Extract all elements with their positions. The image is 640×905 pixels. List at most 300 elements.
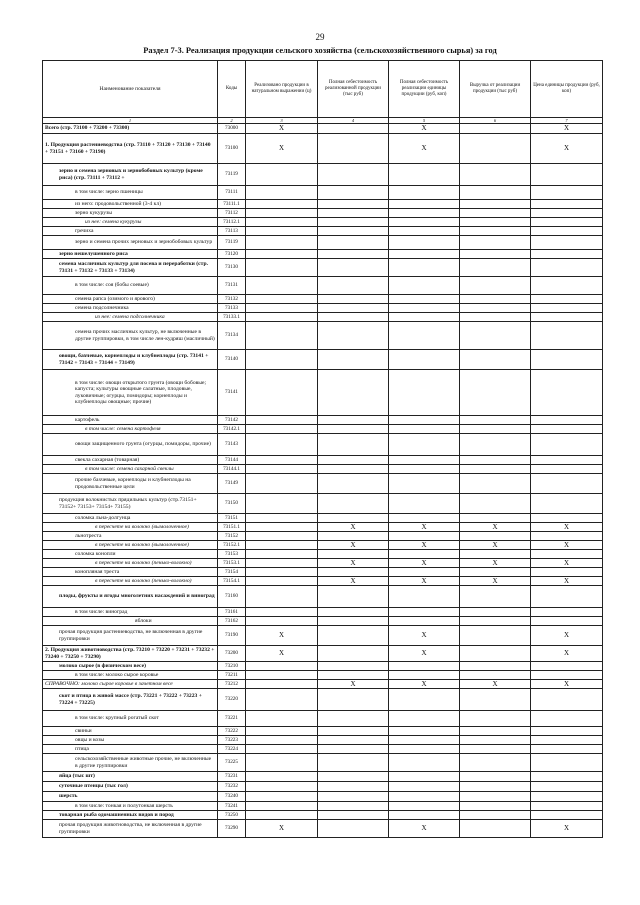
value-cell[interactable]: X bbox=[318, 541, 389, 550]
value-cell[interactable]: X bbox=[531, 626, 603, 646]
value-cell[interactable] bbox=[531, 295, 603, 304]
value-cell[interactable] bbox=[389, 474, 460, 494]
value-cell[interactable] bbox=[389, 209, 460, 218]
value-cell[interactable] bbox=[389, 236, 460, 250]
value-cell[interactable]: X bbox=[460, 541, 531, 550]
value-cell[interactable] bbox=[318, 772, 389, 782]
value-cell[interactable]: X bbox=[246, 134, 318, 164]
value-cell[interactable]: X bbox=[318, 523, 389, 532]
value-cell[interactable] bbox=[531, 434, 603, 456]
table-row bbox=[43, 541, 603, 550]
value-cell[interactable] bbox=[318, 608, 389, 617]
value-cell[interactable] bbox=[318, 295, 389, 304]
value-cell[interactable] bbox=[460, 227, 531, 236]
value-cell[interactable] bbox=[531, 313, 603, 322]
value-cell[interactable] bbox=[246, 736, 318, 745]
value-cell[interactable]: X bbox=[531, 541, 603, 550]
value-cell[interactable] bbox=[460, 474, 531, 494]
value-cell[interactable] bbox=[246, 465, 318, 474]
value-cell[interactable] bbox=[531, 304, 603, 313]
value-cell[interactable] bbox=[460, 745, 531, 754]
value-cell[interactable] bbox=[246, 792, 318, 802]
value-cell[interactable]: X bbox=[531, 124, 603, 134]
value-cell[interactable] bbox=[246, 425, 318, 434]
value-cell[interactable] bbox=[246, 662, 318, 671]
value-cell[interactable] bbox=[531, 164, 603, 186]
value-cell[interactable] bbox=[460, 568, 531, 577]
value-cell[interactable]: X bbox=[389, 680, 460, 689]
value-cell[interactable] bbox=[318, 745, 389, 754]
value-cell[interactable]: X bbox=[389, 541, 460, 550]
value-cell[interactable] bbox=[318, 532, 389, 541]
value-cell[interactable] bbox=[246, 811, 318, 820]
value-cell[interactable]: X bbox=[531, 134, 603, 164]
value-cell[interactable] bbox=[389, 425, 460, 434]
value-cell[interactable] bbox=[460, 617, 531, 626]
value-cell[interactable] bbox=[318, 626, 389, 646]
value-cell[interactable] bbox=[460, 164, 531, 186]
value-cell[interactable] bbox=[460, 727, 531, 736]
value-cell[interactable] bbox=[246, 259, 318, 277]
value-cell[interactable] bbox=[389, 811, 460, 820]
value-cell[interactable] bbox=[246, 250, 318, 259]
value-cell[interactable] bbox=[246, 689, 318, 711]
value-cell[interactable] bbox=[318, 164, 389, 186]
value-cell[interactable] bbox=[460, 689, 531, 711]
value-cell[interactable] bbox=[389, 295, 460, 304]
value-cell[interactable] bbox=[389, 313, 460, 322]
value-cell[interactable] bbox=[531, 550, 603, 559]
value-cell[interactable] bbox=[246, 523, 318, 532]
value-cell[interactable]: X bbox=[246, 820, 318, 838]
value-cell[interactable] bbox=[389, 745, 460, 754]
value-cell[interactable] bbox=[531, 727, 603, 736]
value-cell[interactable]: X bbox=[318, 680, 389, 689]
value-cell[interactable] bbox=[460, 792, 531, 802]
value-cell[interactable] bbox=[460, 514, 531, 523]
code-cell: 73131 bbox=[218, 277, 246, 295]
value-cell[interactable] bbox=[246, 772, 318, 782]
value-cell[interactable] bbox=[246, 680, 318, 689]
value-cell[interactable] bbox=[389, 416, 460, 425]
value-cell[interactable] bbox=[531, 772, 603, 782]
table-row bbox=[43, 218, 603, 227]
value-cell[interactable] bbox=[318, 416, 389, 425]
value-cell[interactable] bbox=[531, 811, 603, 820]
value-cell[interactable] bbox=[531, 465, 603, 474]
value-cell[interactable]: X bbox=[460, 680, 531, 689]
value-cell[interactable] bbox=[318, 227, 389, 236]
value-cell[interactable] bbox=[460, 608, 531, 617]
table-row bbox=[43, 465, 603, 474]
value-cell[interactable] bbox=[460, 134, 531, 164]
value-cell[interactable]: X bbox=[389, 134, 460, 164]
value-cell[interactable] bbox=[460, 494, 531, 514]
indicator-name-cell: суточные птенцы (тыс гол) bbox=[43, 782, 218, 792]
value-cell[interactable]: X bbox=[531, 559, 603, 568]
value-cell[interactable] bbox=[531, 236, 603, 250]
value-cell[interactable] bbox=[531, 608, 603, 617]
value-cell[interactable] bbox=[318, 689, 389, 711]
value-cell[interactable] bbox=[531, 277, 603, 295]
value-cell[interactable]: X bbox=[460, 523, 531, 532]
value-cell[interactable] bbox=[460, 772, 531, 782]
value-cell[interactable] bbox=[318, 425, 389, 434]
value-cell[interactable] bbox=[460, 416, 531, 425]
code-cell: 73153 bbox=[218, 550, 246, 559]
value-cell[interactable] bbox=[318, 782, 389, 792]
value-cell[interactable] bbox=[318, 236, 389, 250]
value-cell[interactable] bbox=[318, 568, 389, 577]
value-cell[interactable]: X bbox=[389, 626, 460, 646]
value-cell[interactable] bbox=[246, 236, 318, 250]
value-cell[interactable] bbox=[531, 425, 603, 434]
value-cell[interactable] bbox=[531, 259, 603, 277]
value-cell[interactable] bbox=[531, 792, 603, 802]
value-cell[interactable]: X bbox=[389, 820, 460, 838]
value-cell[interactable] bbox=[246, 350, 318, 370]
code-cell: 73150 bbox=[218, 494, 246, 514]
value-cell[interactable]: X bbox=[389, 577, 460, 586]
value-cell[interactable] bbox=[246, 514, 318, 523]
value-cell[interactable] bbox=[460, 250, 531, 259]
value-cell[interactable] bbox=[389, 782, 460, 792]
table-row bbox=[43, 577, 603, 586]
value-cell[interactable] bbox=[389, 772, 460, 782]
value-cell[interactable] bbox=[389, 370, 460, 416]
value-cell[interactable] bbox=[460, 425, 531, 434]
value-cell[interactable] bbox=[531, 754, 603, 772]
value-cell[interactable] bbox=[318, 209, 389, 218]
code-cell: 73144.1 bbox=[218, 465, 246, 474]
value-cell[interactable]: X bbox=[389, 124, 460, 134]
table-row bbox=[43, 745, 603, 754]
value-cell[interactable] bbox=[246, 164, 318, 186]
value-cell[interactable] bbox=[460, 736, 531, 745]
value-cell[interactable] bbox=[318, 754, 389, 772]
value-cell[interactable] bbox=[389, 304, 460, 313]
value-cell[interactable] bbox=[531, 568, 603, 577]
value-cell[interactable] bbox=[460, 646, 531, 662]
page-number: 29 bbox=[315, 32, 325, 42]
code-cell: 73240 bbox=[218, 792, 246, 802]
value-cell[interactable] bbox=[389, 350, 460, 370]
value-cell[interactable] bbox=[460, 662, 531, 671]
value-cell[interactable] bbox=[246, 532, 318, 541]
value-cell[interactable] bbox=[460, 259, 531, 277]
value-cell[interactable] bbox=[318, 736, 389, 745]
value-cell[interactable] bbox=[389, 608, 460, 617]
value-cell[interactable] bbox=[246, 541, 318, 550]
code-cell: 73231 bbox=[218, 772, 246, 782]
table-row bbox=[43, 350, 603, 370]
value-cell[interactable] bbox=[531, 456, 603, 465]
value-cell[interactable] bbox=[460, 626, 531, 646]
value-cell[interactable] bbox=[460, 124, 531, 134]
value-cell[interactable] bbox=[318, 514, 389, 523]
value-cell[interactable] bbox=[318, 304, 389, 313]
value-cell[interactable] bbox=[460, 218, 531, 227]
value-cell[interactable] bbox=[246, 727, 318, 736]
code-cell: 73232 bbox=[218, 782, 246, 792]
value-cell[interactable] bbox=[318, 124, 389, 134]
value-cell[interactable] bbox=[246, 586, 318, 608]
value-cell[interactable] bbox=[389, 277, 460, 295]
value-cell[interactable] bbox=[318, 792, 389, 802]
value-cell[interactable] bbox=[460, 350, 531, 370]
value-cell[interactable] bbox=[246, 494, 318, 514]
value-cell[interactable] bbox=[318, 550, 389, 559]
value-cell[interactable] bbox=[246, 227, 318, 236]
value-cell[interactable] bbox=[389, 802, 460, 811]
value-cell[interactable] bbox=[318, 617, 389, 626]
value-cell[interactable] bbox=[460, 811, 531, 820]
value-cell[interactable] bbox=[460, 322, 531, 350]
value-cell[interactable] bbox=[531, 782, 603, 792]
value-cell[interactable] bbox=[246, 577, 318, 586]
table-row bbox=[43, 736, 603, 745]
column-number: 1 bbox=[43, 118, 218, 124]
value-cell[interactable] bbox=[389, 200, 460, 209]
value-cell[interactable] bbox=[531, 532, 603, 541]
value-cell[interactable] bbox=[531, 474, 603, 494]
value-cell[interactable] bbox=[246, 754, 318, 772]
value-cell[interactable] bbox=[531, 671, 603, 680]
value-cell[interactable] bbox=[460, 802, 531, 811]
value-cell[interactable] bbox=[389, 711, 460, 727]
value-cell[interactable] bbox=[318, 350, 389, 370]
value-cell[interactable] bbox=[318, 200, 389, 209]
code-cell: 73133 bbox=[218, 304, 246, 313]
table-row bbox=[43, 617, 603, 626]
value-cell[interactable] bbox=[460, 295, 531, 304]
value-cell[interactable]: X bbox=[389, 646, 460, 662]
value-cell[interactable]: X bbox=[389, 523, 460, 532]
value-cell[interactable] bbox=[389, 689, 460, 711]
value-cell[interactable] bbox=[460, 782, 531, 792]
value-cell[interactable] bbox=[460, 304, 531, 313]
value-cell[interactable] bbox=[389, 568, 460, 577]
value-cell[interactable] bbox=[460, 754, 531, 772]
value-cell[interactable] bbox=[246, 313, 318, 322]
indicator-name-cell: семена подсолнечника bbox=[43, 304, 218, 313]
value-cell[interactable] bbox=[460, 277, 531, 295]
value-cell[interactable] bbox=[246, 782, 318, 792]
value-cell[interactable] bbox=[246, 304, 318, 313]
value-cell[interactable] bbox=[246, 277, 318, 295]
value-cell[interactable] bbox=[318, 313, 389, 322]
value-cell[interactable] bbox=[460, 550, 531, 559]
value-cell[interactable] bbox=[246, 608, 318, 617]
value-cell[interactable] bbox=[460, 456, 531, 465]
value-cell[interactable] bbox=[531, 617, 603, 626]
value-cell[interactable] bbox=[389, 259, 460, 277]
value-cell[interactable] bbox=[318, 711, 389, 727]
value-cell[interactable]: X bbox=[460, 577, 531, 586]
value-cell[interactable] bbox=[246, 456, 318, 465]
value-cell[interactable] bbox=[246, 218, 318, 227]
value-cell[interactable] bbox=[389, 218, 460, 227]
indicator-name-cell: в том числе: тонкая и полутонкая шерсть bbox=[43, 802, 218, 811]
value-cell[interactable] bbox=[246, 295, 318, 304]
value-cell[interactable] bbox=[246, 568, 318, 577]
value-cell[interactable] bbox=[531, 370, 603, 416]
value-cell[interactable] bbox=[318, 662, 389, 671]
value-cell[interactable] bbox=[389, 662, 460, 671]
value-cell[interactable] bbox=[246, 559, 318, 568]
value-cell[interactable] bbox=[389, 434, 460, 456]
table-row bbox=[43, 250, 603, 259]
value-cell[interactable] bbox=[318, 586, 389, 608]
value-cell[interactable]: X bbox=[246, 646, 318, 662]
value-cell[interactable] bbox=[460, 209, 531, 218]
value-cell[interactable]: X bbox=[246, 626, 318, 646]
value-cell[interactable] bbox=[389, 250, 460, 259]
value-cell[interactable] bbox=[531, 494, 603, 514]
value-cell[interactable] bbox=[318, 186, 389, 200]
value-cell[interactable]: X bbox=[531, 523, 603, 532]
value-cell[interactable] bbox=[460, 434, 531, 456]
value-cell[interactable] bbox=[246, 200, 318, 209]
value-cell[interactable] bbox=[318, 671, 389, 680]
value-cell[interactable] bbox=[389, 494, 460, 514]
code-cell: 73112 bbox=[218, 209, 246, 218]
value-cell[interactable] bbox=[318, 456, 389, 465]
value-cell[interactable] bbox=[389, 186, 460, 200]
value-cell[interactable] bbox=[460, 711, 531, 727]
value-cell[interactable] bbox=[389, 550, 460, 559]
value-cell[interactable] bbox=[389, 465, 460, 474]
indicator-name-cell: продукция волокнистых прядильных культур (стр.73151+ 73152+ 73153+ 73154+ 73155) bbox=[43, 494, 218, 514]
value-cell[interactable] bbox=[246, 209, 318, 218]
value-cell[interactable] bbox=[246, 434, 318, 456]
value-cell[interactable] bbox=[246, 370, 318, 416]
table-row bbox=[43, 259, 603, 277]
value-cell[interactable]: X bbox=[531, 577, 603, 586]
value-cell[interactable] bbox=[389, 754, 460, 772]
value-cell[interactable] bbox=[531, 250, 603, 259]
value-cell[interactable] bbox=[318, 820, 389, 838]
value-cell[interactable] bbox=[318, 465, 389, 474]
value-cell[interactable] bbox=[318, 134, 389, 164]
value-cell[interactable] bbox=[318, 250, 389, 259]
value-cell[interactable] bbox=[531, 514, 603, 523]
indicator-name-cell: зерно и семена зерновых и зернобобовых культур (кроме риса) (стр. 73111 + 73112 + bbox=[43, 164, 218, 186]
value-cell[interactable] bbox=[318, 277, 389, 295]
value-cell[interactable] bbox=[531, 209, 603, 218]
value-cell[interactable] bbox=[318, 218, 389, 227]
value-cell[interactable] bbox=[318, 802, 389, 811]
value-cell[interactable]: X bbox=[389, 559, 460, 568]
value-cell[interactable] bbox=[460, 186, 531, 200]
value-cell[interactable] bbox=[389, 736, 460, 745]
header-row bbox=[43, 61, 603, 118]
value-cell[interactable] bbox=[246, 186, 318, 200]
value-cell[interactable] bbox=[460, 200, 531, 209]
value-cell[interactable] bbox=[246, 802, 318, 811]
code-cell: 73133.1 bbox=[218, 313, 246, 322]
value-cell[interactable] bbox=[318, 727, 389, 736]
value-cell[interactable] bbox=[318, 474, 389, 494]
value-cell[interactable] bbox=[246, 671, 318, 680]
value-cell[interactable] bbox=[318, 646, 389, 662]
value-cell[interactable] bbox=[531, 736, 603, 745]
value-cell[interactable] bbox=[246, 550, 318, 559]
value-cell[interactable] bbox=[389, 322, 460, 350]
value-cell[interactable]: X bbox=[531, 820, 603, 838]
value-cell[interactable] bbox=[389, 227, 460, 236]
value-cell[interactable] bbox=[531, 586, 603, 608]
code-cell: 73144 bbox=[218, 456, 246, 465]
value-cell[interactable] bbox=[389, 164, 460, 186]
value-cell[interactable] bbox=[389, 727, 460, 736]
code-cell: 73162 bbox=[218, 617, 246, 626]
value-cell[interactable] bbox=[318, 370, 389, 416]
value-cell[interactable] bbox=[460, 532, 531, 541]
value-cell[interactable] bbox=[531, 745, 603, 754]
value-cell[interactable] bbox=[389, 456, 460, 465]
code-cell: 73112.1 bbox=[218, 218, 246, 227]
indicator-name-cell: в пересчете на волокно (вымолоченное) bbox=[43, 523, 218, 532]
value-cell[interactable] bbox=[531, 200, 603, 209]
value-cell[interactable] bbox=[460, 586, 531, 608]
value-cell[interactable] bbox=[389, 792, 460, 802]
value-cell[interactable] bbox=[389, 514, 460, 523]
value-cell[interactable] bbox=[318, 494, 389, 514]
value-cell[interactable]: X bbox=[246, 124, 318, 134]
value-cell[interactable] bbox=[531, 218, 603, 227]
table-row bbox=[43, 568, 603, 577]
value-cell[interactable]: X bbox=[531, 646, 603, 662]
value-cell[interactable]: X bbox=[460, 559, 531, 568]
value-cell[interactable]: X bbox=[318, 559, 389, 568]
value-cell[interactable]: X bbox=[531, 680, 603, 689]
value-cell[interactable] bbox=[531, 416, 603, 425]
value-cell[interactable] bbox=[460, 465, 531, 474]
value-cell[interactable] bbox=[318, 811, 389, 820]
value-cell[interactable] bbox=[318, 434, 389, 456]
value-cell[interactable] bbox=[460, 236, 531, 250]
value-cell[interactable] bbox=[531, 186, 603, 200]
code-cell: 73153.1 bbox=[218, 559, 246, 568]
value-cell[interactable] bbox=[246, 711, 318, 727]
value-cell[interactable] bbox=[246, 617, 318, 626]
value-cell[interactable] bbox=[531, 711, 603, 727]
value-cell[interactable] bbox=[318, 259, 389, 277]
value-cell[interactable] bbox=[389, 586, 460, 608]
value-cell[interactable] bbox=[389, 671, 460, 680]
value-cell[interactable]: X bbox=[318, 577, 389, 586]
value-cell[interactable] bbox=[460, 820, 531, 838]
value-cell[interactable] bbox=[246, 322, 318, 350]
value-cell[interactable] bbox=[531, 662, 603, 671]
value-cell[interactable] bbox=[318, 322, 389, 350]
value-cell[interactable] bbox=[389, 617, 460, 626]
value-cell[interactable] bbox=[531, 689, 603, 711]
value-cell[interactable] bbox=[460, 370, 531, 416]
value-cell[interactable] bbox=[246, 745, 318, 754]
value-cell[interactable] bbox=[531, 802, 603, 811]
value-cell[interactable] bbox=[531, 350, 603, 370]
value-cell[interactable] bbox=[246, 474, 318, 494]
indicator-name-cell: конопляная треста bbox=[43, 568, 218, 577]
value-cell[interactable] bbox=[460, 313, 531, 322]
value-cell[interactable] bbox=[531, 322, 603, 350]
value-cell[interactable] bbox=[460, 671, 531, 680]
value-cell[interactable] bbox=[246, 416, 318, 425]
value-cell[interactable] bbox=[389, 532, 460, 541]
value-cell[interactable] bbox=[531, 227, 603, 236]
